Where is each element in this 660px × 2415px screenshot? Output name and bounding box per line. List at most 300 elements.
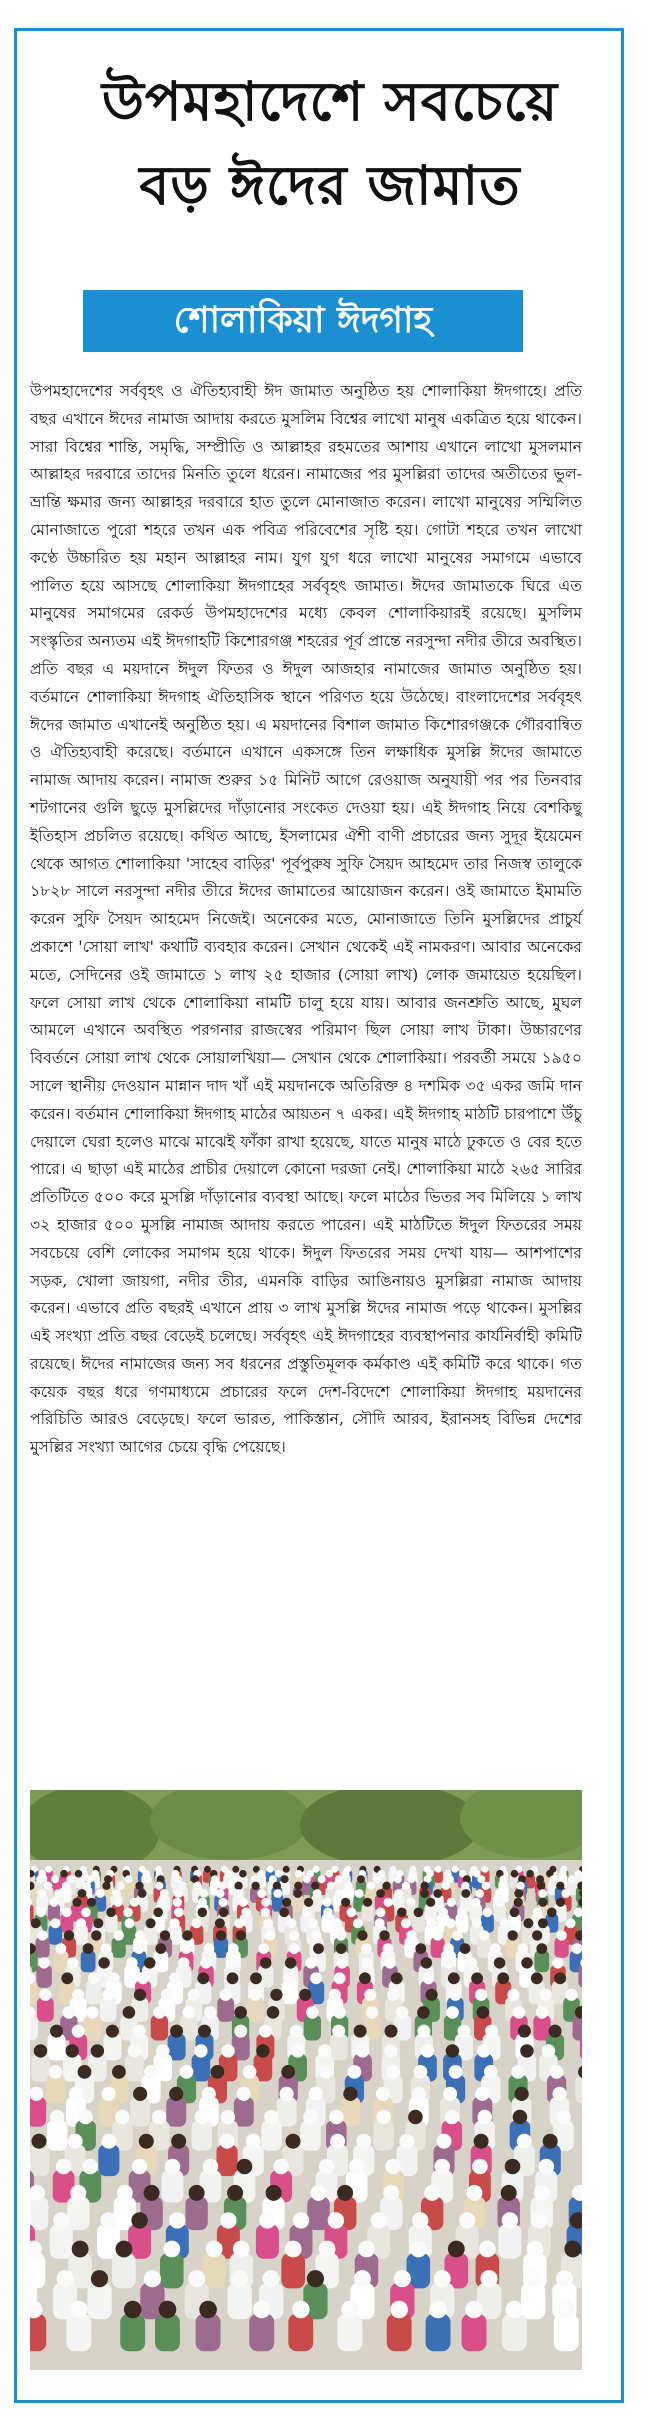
worshipper-cap [376,1908,386,1918]
worshipper-cap [561,1889,570,1898]
worshipper-cap [283,1866,290,1873]
worshipper-cap [130,1898,139,1907]
worshipper-cap [174,1875,182,1883]
worshipper-cap [397,1908,407,1918]
worshipper-cap [438,1908,448,1918]
worshipper-cap [195,2110,210,2125]
worshipper-cap [458,2025,471,2038]
worshipper-body [160,2253,184,2288]
worshipper-cap [289,1943,300,1954]
worshipper-body [30,1981,38,2005]
worshipper-cap [379,1930,389,1940]
worshipper-body [30,2145,50,2177]
worshipper-cap [415,1943,426,1954]
worshipper-cap [160,1889,169,1898]
worshipper-cap [390,2301,408,2319]
worshipper-cap [31,1918,41,1928]
worshipper-cap [295,1870,303,1878]
worshipper-body [30,2253,45,2288]
worshipper-cap [466,1957,477,1968]
worshipper-cap [242,1908,252,1918]
worshipper-cap [203,2159,219,2175]
worshipper-cap [366,2006,379,2019]
worshipper-cap [356,2134,371,2149]
worshipper-cap [236,1930,246,1940]
worshipper-cap [408,2110,423,2125]
worshipper-cap [170,2025,183,2038]
worshipper-cap [318,1875,326,1883]
worshipper-cap [137,1972,149,1984]
worshipper-cap [261,1898,270,1907]
worshipper-cap [443,1943,454,1954]
worshipper-cap [452,1930,462,1940]
worshipper-cap [517,1943,528,1954]
worshipper-cap [146,1918,156,1928]
worshipper-cap [516,1882,524,1890]
worshipper-cap [306,2006,319,2019]
worshipper-cap [239,1898,248,1907]
worshipper-cap [311,1930,321,1940]
worshipper-cap [501,2185,517,2201]
worshipper-cap [192,1918,202,1928]
worshipper-cap [83,1882,91,1890]
worshipper-cap [198,1898,207,1907]
worshipper-cap [472,2159,488,2175]
worshipper-body [130,2097,150,2127]
worshipper-cap [479,2241,496,2258]
worshipper-cap [514,1898,523,1907]
worshipper-cap [556,2270,573,2287]
worshipper-cap [204,2006,217,2019]
worshipper-body [162,2170,184,2203]
worshipper-body [192,2120,213,2151]
worshipper-cap [230,1875,238,1883]
worshipper-cap [159,2301,177,2319]
worshipper-cap [260,1957,271,1968]
worshipper-cap [532,1930,542,1940]
worshipper-body [97,2224,120,2259]
worshipper-cap [448,1972,460,1984]
worshipper-cap [514,1889,523,1898]
worshipper-body [46,2075,65,2104]
worshipper-body [426,2314,451,2351]
worshipper-cap [50,1918,60,1928]
worshipper-cap [376,1889,385,1898]
worshipper-cap [384,1957,395,1968]
worshipper-cap [257,1889,266,1898]
worshipper-body [87,2283,111,2319]
worshipper-cap [194,2044,207,2057]
worshipper-cap [228,1943,239,1954]
worshipper-cap [246,2134,261,2149]
worshipper-cap [286,2134,301,2149]
worshipper-cap [483,1908,493,1918]
worshipper-body [502,2314,527,2351]
worshipper-cap [502,2212,518,2228]
worshipper-cap [319,2241,336,2258]
worshipper-cap [220,1989,232,2001]
worshipper-cap [310,1972,322,1984]
worshipper-cap [39,1989,51,2001]
worshipper-cap [292,2301,310,2319]
worshipper-cap [307,2270,324,2287]
worshipper-cap [299,1989,311,2001]
worshipper-cap [371,2212,387,2228]
worshipper-cap [38,1889,47,1898]
worshipper-cap [98,1957,109,1968]
worshipper-cap [354,2270,371,2287]
worshipper-cap [124,2301,142,2319]
worshipper-cap [357,1930,367,1940]
worshipper-cap [227,1972,239,1984]
worshipper-body [228,2283,252,2319]
worshipper-cap [116,1882,124,1890]
worshipper-cap [533,1908,543,1918]
worshipper-cap [549,2025,562,2038]
worshipper-cap [507,1989,519,2001]
worshipper-cap [265,1930,275,1940]
worshipper-cap [56,2270,73,2287]
worshipper-body [249,2314,274,2351]
worshipper-body [47,2120,68,2151]
worshipper-cap [353,1918,363,1928]
worshipper-cap [211,1875,219,1883]
worshipper-cap [363,1898,372,1907]
worshipper-body [407,2253,431,2288]
worshipper-cap [193,1882,201,1890]
worshipper-cap [78,2065,92,2079]
worshipper-cap [256,2044,269,2057]
worshipper-cap [108,1972,120,1984]
worshipper-cap [521,1957,532,1968]
worshipper-cap [465,2301,483,2319]
worshipper-cap [200,1957,211,1968]
worshipper-cap [204,1943,215,1954]
worshipper-cap [93,1918,103,1928]
worshipper-cap [556,2110,571,2125]
worshipper-cap [233,2241,250,2258]
worshipper-cap [457,1908,467,1918]
worshipper-body [50,2224,73,2259]
worshipper-cap [396,2006,409,2019]
worshipper-cap [291,2044,304,2057]
worshipper-cap [226,1957,237,1968]
worshipper-body [155,2314,180,2351]
worshipper-cap [280,2087,294,2101]
worshipper-cap [123,2006,136,2019]
worshipper-cap [484,2065,498,2079]
worshipper-cap [461,1889,470,1898]
worshipper-cap [475,2087,489,2101]
worshipper-cap [63,2006,76,2019]
worshipper-cap [219,1882,227,1890]
worshipper-cap [417,2006,430,2019]
worshipper-cap [550,2065,564,2079]
worshipper-cap [237,2087,251,2101]
worshipper-cap [37,1930,47,1940]
worshipper-cap [279,1908,289,1918]
worshipper-cap [336,1943,347,1954]
worshipper-body [521,2283,545,2319]
worshipper-cap [206,2241,223,2258]
worshipper-cap [538,1898,547,1907]
worshipper-cap [286,1918,296,1928]
worshipper-cap [434,2159,450,2175]
worshipper-body [125,2054,144,2082]
worshipper-cap [538,1889,547,1898]
worshipper-cap [537,1882,545,1890]
worshipper-cap [471,1972,483,1984]
headline-line-2: বড় ঈদের জামাত [139,154,521,217]
worshipper-cap [412,2212,428,2228]
worshipper-cap [38,1957,49,1968]
worshipper-cap [424,2185,440,2201]
worshipper-cap [50,2110,65,2125]
worshipper-cap [382,1882,390,1890]
worshipper-cap [220,2212,236,2228]
worshipper-cap [557,2301,575,2319]
worshipper-cap [70,2185,86,2201]
worshipper-cap [442,1882,450,1890]
worshipper-cap [259,2025,272,2038]
worshipper-cap [358,2241,375,2258]
worshipper-cap [329,2110,344,2125]
worshipper-cap [407,1875,415,1883]
worshipper-cap [383,2185,399,2201]
worshipper-cap [174,1889,183,1898]
worshipper-cap [410,2241,427,2258]
worshipper-cap [202,2087,216,2101]
worshipper-cap [198,1908,208,1918]
worshipper-cap [125,1875,133,1883]
worshipper-body [575,2075,582,2104]
worshipper-cap [126,1957,137,1968]
worshipper-cap [239,1870,247,1878]
worshipper-cap [466,2185,482,2201]
worshipper-cap [332,2025,345,2038]
worshipper-cap [128,2044,141,2057]
worshipper-cap [282,1898,291,1907]
worshipper-cap [513,2006,526,2019]
worshipper-cap [572,1943,582,1954]
worshipper-cap [221,2110,236,2125]
worshipper-body [554,2314,579,2351]
worshipper-cap [426,1989,438,2001]
worshipper-body [30,2314,46,2351]
worshipper-cap [385,2025,398,2038]
worshipper-cap [132,2159,148,2175]
worshipper-cap [518,2025,531,2038]
worshipper-cap [87,1898,96,1907]
worshipper-cap [72,1989,84,2001]
worshipper-cap [83,1943,94,1954]
worshipper-cap [250,1972,262,1984]
worshipper-cap [188,1989,200,2001]
worshipper-cap [273,2159,289,2175]
worshipper-cap [437,2134,452,2149]
worshipper-cap [106,1908,116,1918]
worshipper-cap [383,1943,394,1954]
worshipper-cap [56,1943,67,1954]
worshipper-cap [477,2006,490,2019]
worshipper-cap [270,1989,282,2001]
worshipper-cap [86,2006,99,2019]
worshipper-cap [443,1957,454,1968]
worshipper-cap [448,2241,465,2258]
worshipper-cap [266,2185,282,2201]
worshipper-cap [267,1866,274,1873]
worshipper-cap [412,2087,426,2101]
worshipper-cap [387,1989,399,2001]
worshipper-cap [543,2134,558,2149]
worshipper-cap [258,1943,269,1954]
worshipper-cap [157,1898,166,1907]
worshipper-cap [525,2270,542,2287]
worshipper-cap [359,1972,371,1984]
worshipper-cap [60,1870,68,1878]
worshipper-cap [67,1957,78,1968]
worshipper-cap [357,1875,365,1883]
worshipper-cap [531,2212,547,2228]
worshipper-cap [102,1882,110,1890]
worshipper-cap [163,2241,180,2258]
worshipper-cap [460,1943,471,1954]
worshipper-cap [556,1882,564,1890]
worshipper-cap [327,1882,335,1890]
worshipper-cap [481,1866,488,1873]
worshipper-cap [91,2044,104,2057]
worshipper-cap [170,1918,180,1928]
worshipper-cap [515,2087,529,2101]
worshipper-cap [481,2270,498,2287]
worshipper-cap [356,2044,369,2057]
worshipper-cap [449,1989,461,2001]
worshipper-body [112,2253,136,2288]
worshipper-cap [566,1918,576,1928]
worshipper-cap [183,2006,196,2019]
worshipper-body [31,2054,50,2082]
worshipper-cap [106,2025,119,2038]
worshipper-cap [459,2212,475,2228]
worshipper-cap [261,1908,271,1918]
worshipper-cap [511,1870,519,1878]
worshipper-body [338,2314,363,2351]
worshipper-cap [420,1889,429,1898]
worshipper-cap [36,1875,44,1883]
worshipper-cap [414,1908,424,1918]
worshipper-cap [495,1889,504,1898]
worshipper-cap [391,1972,403,1984]
worshipper-cap [182,1930,192,1940]
worshipper-cap [134,1943,145,1954]
worshipper-cap [526,1870,534,1878]
worshipper-cap [144,1957,155,1968]
worshipper-cap [319,2159,335,2175]
worshipper-cap [281,1875,289,1883]
worshipper-cap [100,2212,116,2228]
worshipper-cap [101,2134,116,2149]
worshipper-cap [342,1870,350,1878]
worshipper-cap [401,1918,411,1928]
worshipper-cap [471,1898,480,1907]
worshipper-cap [376,2110,391,2125]
worshipper-cap [520,2044,533,2057]
worshipper-cap [495,1898,504,1907]
worshipper-cap [264,2110,279,2125]
worshipper-cap [224,1870,232,1878]
worshipper-cap [329,1989,341,2001]
worshipper-cap [257,1870,265,1878]
worshipper-cap [384,2044,397,2057]
worshipper-body [67,2197,89,2231]
worshipper-cap [232,1866,239,1873]
worshipper-body [166,2097,186,2127]
worshipper-cap [160,1930,170,1940]
worshipper-cap [446,2006,459,2019]
worshipper-cap [347,1908,357,1918]
worshipper-cap [308,1918,318,1928]
worshipper-cap [355,1889,364,1898]
worshipper-body [202,2253,226,2288]
worshipper-body [151,2015,168,2041]
worshipper-cap [510,1908,520,1918]
worshipper-body [30,2197,48,2231]
worshipper-cap [181,1943,192,1954]
worshipper-cap [293,1889,302,1898]
worshipper-cap [302,1908,312,1918]
worshipper-cap [323,1908,333,1918]
worshipper-cap [434,2270,451,2287]
worshipper-cap [220,2134,235,2149]
worshipper-cap [479,1930,489,1940]
worshipper-cap [251,1882,259,1890]
worshipper-cap [144,1875,152,1883]
worshipper-cap [394,1889,403,1898]
worshipper-cap [554,1972,566,1984]
worshipper-body [100,1997,117,2022]
worshipper-cap [200,1889,209,1898]
worshipper-cap [433,1930,443,1940]
worshipper-cap [78,2110,93,2125]
worshipper-cap [134,1989,146,2001]
worshipper-cap [542,2044,555,2057]
worshipper-body [498,2224,521,2259]
worshipper-cap [267,2006,280,2019]
worshipper-cap [337,2185,353,2201]
worshipper-cap [189,2185,205,2201]
worshipper-cap [61,1972,73,1984]
worshipper-body [104,2034,122,2061]
worshipper-cap [49,1898,58,1907]
worshipper-cap [361,1943,372,1954]
worshipper-cap [153,1908,163,1918]
worshipper-cap [45,1866,52,1873]
worshipper-cap [221,2044,234,2057]
worshipper-cap [303,1875,311,1883]
worshipper-body [185,2197,207,2231]
headline-line-1: উপমহাদেশে সবচেয়ে [101,70,559,133]
worshipper-cap [364,1989,376,2001]
worshipper-cap [390,1866,397,1873]
worshipper-cap [204,1866,211,1873]
worshipper-cap [133,2087,147,2101]
worshipper-body [256,2224,279,2259]
worshipper-cap [133,2025,146,2038]
worshipper-cap [547,1908,557,1918]
worshipper-body [462,2314,487,2351]
worshipper-cap [72,2241,89,2258]
worshipper-cap [263,1918,273,1928]
